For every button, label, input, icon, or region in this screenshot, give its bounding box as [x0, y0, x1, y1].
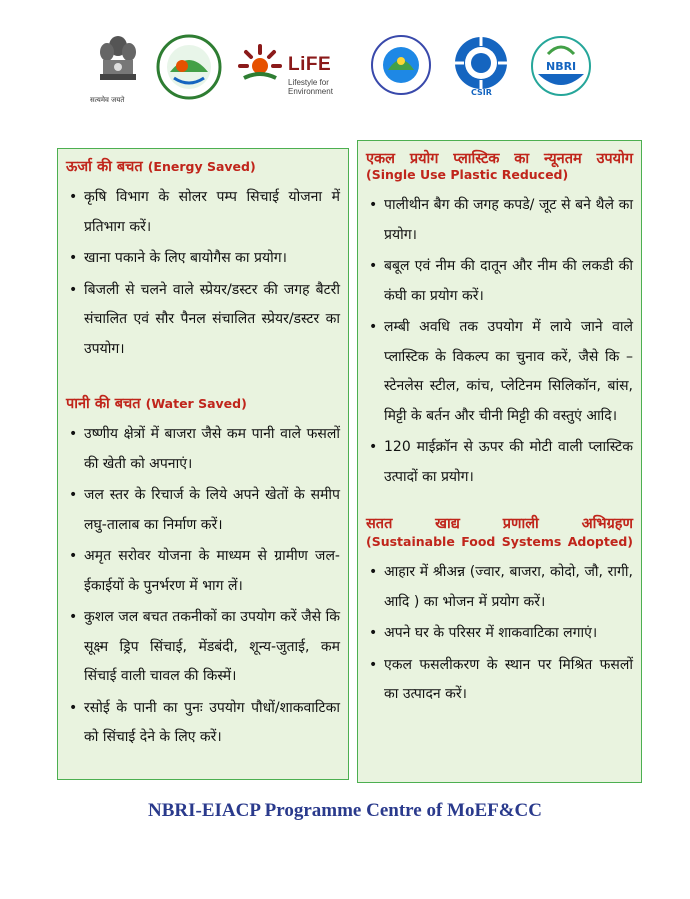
list-item: • कुशल जल बचत तकनीकों का उपयोग करें जैसे कि सूक्ष्म ड्रिप सिंचाई, मेंडबंदी, शून्य-जुताई, कम सिंचाई वाली चावल की किस्में।: [66, 603, 340, 692]
list-item: • उष्णीय क्षेत्रों में बाजरा जैसे कम पानी वाले फसलों की खेती को अपनाएं।: [66, 420, 340, 479]
water-heading-hindi: पानी की बचत: [66, 396, 141, 412]
energy-heading-hindi: ऊर्जा की बचत: [66, 159, 143, 175]
water-heading-english: (Water Saved): [145, 396, 247, 411]
life-logo-title: LiFE: [288, 54, 332, 75]
nbri-logo-text: NBRI: [546, 60, 577, 73]
national-emblem-icon: [95, 32, 141, 94]
list-item: • बबूल एवं नीम की दातून और नीम की लकडी की कंघी का प्रयोग करें।: [366, 252, 633, 311]
footer-title: NBRI-EIACP Programme Centre of MoEF&CC: [148, 800, 542, 821]
section-gap: [66, 366, 340, 392]
natural-farming-logo-icon: [156, 34, 222, 100]
life-sub-line-2: Environment: [288, 87, 333, 96]
energy-saved-heading: [66, 157, 340, 177]
emblem-caption: सत्यमेव जयते: [90, 96, 125, 104]
list-item: • खाना पकाने के लिए बायोगैस का प्रयोग।: [66, 244, 340, 274]
section-gap: [366, 494, 633, 512]
list-item: • बिजली से चलने वाले स्प्रेयर/डस्टर की जगह बैटरी संचालित एवं सौर पैनल संचालित स्प्रेयर/डस्टर का उपयोग।: [66, 276, 340, 365]
list-item: • 120 माईक्रॉन से ऊपर की मोटी वाली प्लास्टिक उत्पादों का प्रयोग।: [366, 433, 633, 492]
water-list: [66, 420, 340, 753]
sustainable-food-heading: [366, 514, 633, 552]
right-panel: [357, 140, 642, 783]
plastic-heading-english: (Single Use Plastic Reduced): [366, 167, 569, 182]
energy-heading-english: (Energy Saved): [147, 159, 256, 174]
plastic-list: [366, 191, 633, 492]
life-logo-subtitle: [288, 78, 333, 96]
list-item: • लम्बी अवधि तक उपयोग में लाये जाने वाले प्लास्टिक के विकल्प का चुनाव करें, जैसे कि – स्टेनलेस स्टील, कांच, प्लेटिनम सिलिकॉन, बांस, मिट्टी के बर्तन और चीनी मिट्टी की वस्तुएं आदि।: [366, 313, 633, 431]
food-heading-hindi: सतत खाद्य प्रणाली अभिग्रहण: [366, 516, 633, 532]
list-item: • आहार में श्रीअन्न (ज्वार, बाजरा, कोदो, जौ, रागी, आदि ) का भोजन में प्रयोग करें।: [366, 558, 633, 617]
list-item: • एकल फसलीकरण के स्थान पर मिश्रित फसलों का उत्पादन करें।: [366, 651, 633, 710]
water-saved-heading: [66, 394, 340, 414]
food-list: [366, 558, 633, 710]
life-logo-icon: [238, 44, 282, 88]
food-heading-english: (Sustainable Food Systems Adopted): [366, 534, 633, 549]
eiacp-logo-icon: [370, 34, 432, 96]
logo-strip: [90, 28, 610, 108]
plastic-reduced-heading: [366, 149, 633, 185]
left-panel: [57, 148, 349, 780]
csir-label: CSIR: [471, 88, 492, 97]
list-item: • जल स्तर के रिचार्ज के लिये अपने खेतों के समीप लघु-तालाब का निर्माण करें।: [66, 481, 340, 540]
energy-list: [66, 183, 340, 364]
list-item: • रसोई के पानी का पुनः उपयोग पौधों/शाकवाटिका को सिंचाई देने के लिए करें।: [66, 694, 340, 753]
list-item: • अमृत सरोवर योजना के माध्यम से ग्रामीण जल-ईकाईयों के पुनर्भरण में भाग लें।: [66, 542, 340, 601]
plastic-heading-hindi: एकल प्रयोग प्लास्टिक का न्यूनतम उपयोग: [366, 151, 633, 167]
list-item: • अपने घर के परिसर में शाकवाटिका लगाएं।: [366, 619, 633, 649]
life-sub-line-1: Lifestyle for: [288, 78, 329, 87]
list-item: • कृषि विभाग के सोलर पम्प सिचाई योजना में प्रतिभाग करें।: [66, 183, 340, 242]
list-item: • पालीथीन बैग की जगह कपडे/ जूट से बने थैले का प्रयोग।: [366, 191, 633, 250]
